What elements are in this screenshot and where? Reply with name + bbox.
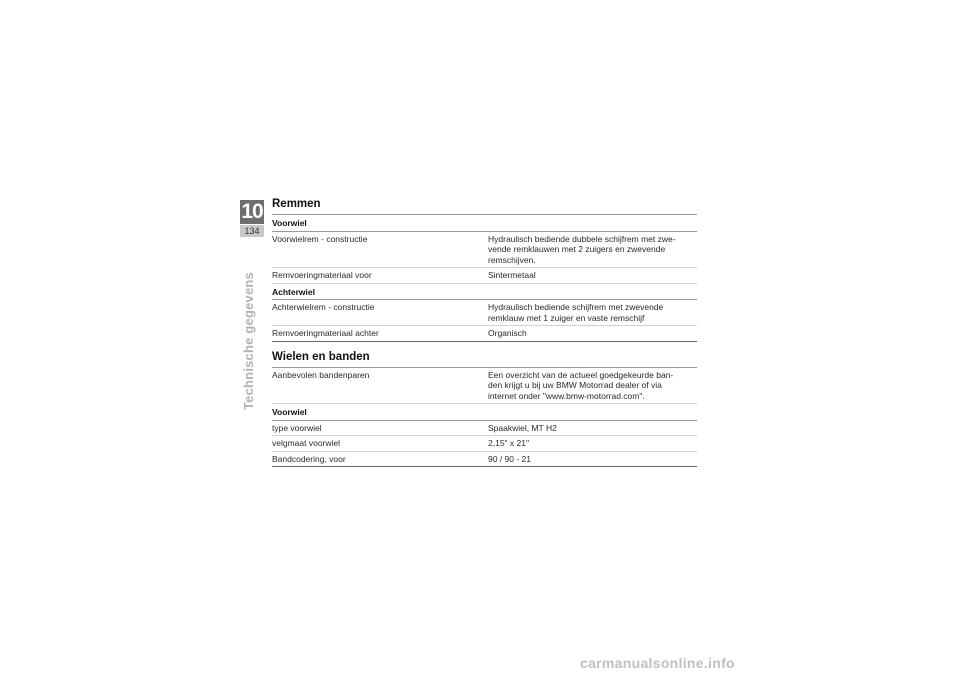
section-title-wheels: Wielen en banden [272,350,370,363]
spec-row [272,436,697,452]
spec-value: Hydraulisch bediende dubbele schijfrem met zwe- vende remklauwen met 2 zuigers en zwevende remschijven. [488,231,697,268]
page-number: 134 [240,225,264,237]
spec-row [272,420,697,436]
spec-value: Hydraulisch bediende schijfrem met zwevende remklauw met 1 zuiger en vaste remschijf [488,300,697,326]
spec-row [272,451,697,467]
chapter-side-title: Technische gegevens [241,272,256,410]
chapter-tab [240,200,264,237]
group-header-row [272,404,697,421]
spec-row [272,268,697,284]
spec-label: Bandcodering, voor [272,453,346,464]
spec-value: Organisch [488,328,527,338]
footer-watermark: carmanualsonline.info [580,655,735,671]
group-header-row [272,215,697,232]
chapter-number: 10 [241,200,263,223]
spec-row [272,231,697,268]
group-header-row [272,283,697,300]
spec-row [272,367,697,404]
spec-value: 90 / 90 - 21 [488,453,532,464]
spec-label: Remvoeringmateriaal achter [272,328,379,338]
spec-label: Achterwielrem - constructie [272,300,488,326]
group-header: Voorwiel [272,404,697,421]
spec-value: Sintermetaal [488,268,697,284]
group-header: Voorwiel [272,215,697,232]
spec-value: Een overzicht van de actueel goedgekeurde ban- den krijgt u bij uw BMW Motorrad dealer of via internet onder "www.bmw-motorrad.com". [488,367,697,404]
spec-value: 2,15" x 21" [488,436,697,452]
wheels-spec-table [272,367,697,468]
spec-row [272,300,697,326]
spec-label: velgmaat voorwiel [272,436,488,452]
spec-content [272,197,697,467]
spec-label: Voorwielrem - constructie [272,231,488,268]
group-header: Achterwiel [272,283,697,300]
spec-row [272,326,697,342]
spec-label: Remvoeringmateriaal voor [272,268,488,284]
spec-label: type voorwiel [272,420,488,436]
section-title-brakes: Remmen [272,198,321,210]
spec-label: Aanbevolen bandenparen [272,367,488,404]
brakes-spec-table [272,214,697,342]
spec-value: Spaakwiel, MT H2 [488,420,697,436]
